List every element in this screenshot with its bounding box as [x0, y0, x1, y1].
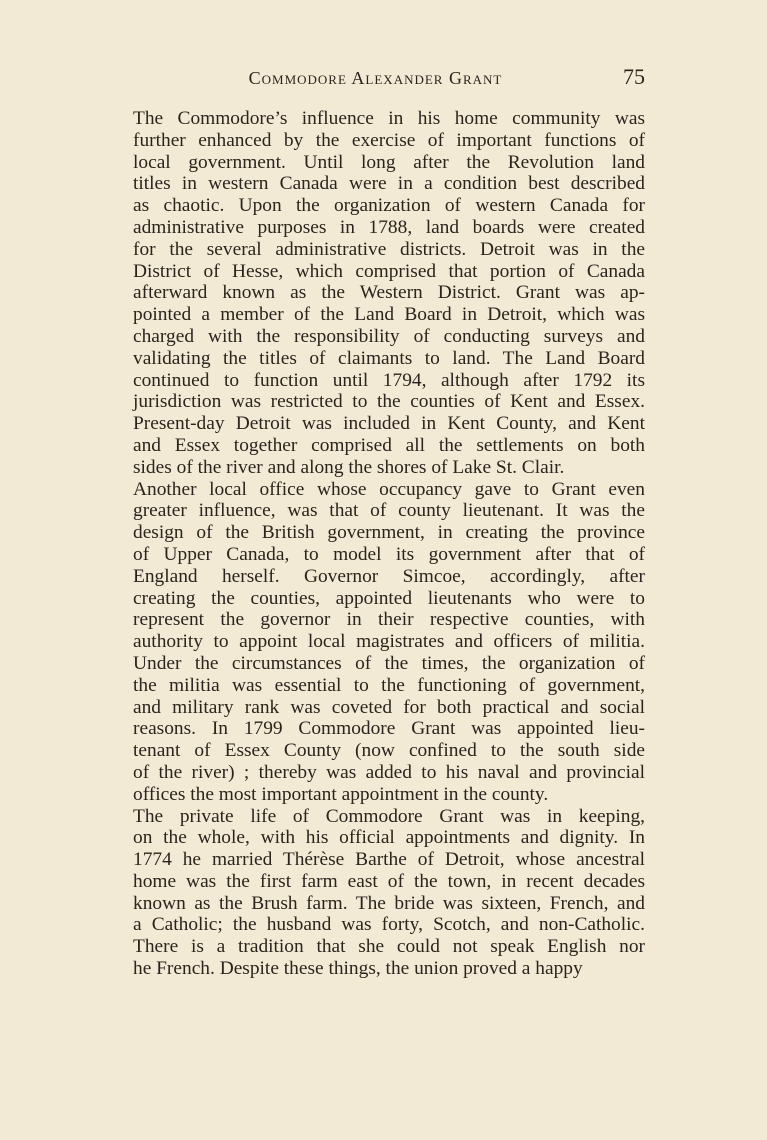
- paragraph: [100, 479, 645, 806]
- text-line: offices the most important appointment in the county.: [133, 783, 549, 805]
- text-line: The Commodore’s influence in his home community was: [133, 108, 645, 129]
- text-line: and military rank was coveted for both practical and social: [133, 696, 645, 718]
- text-line: a Catholic; the husband was forty, Scotch, and non-Catholic.: [133, 914, 645, 936]
- text-line: There is a tradition that she could not speak English nor: [133, 936, 645, 958]
- running-header: [100, 64, 645, 90]
- text-line: pointed a member of the Land Board in Detroit, which was: [133, 304, 645, 326]
- text-line: afterward known as the Western District. Grant was ap-: [133, 282, 645, 304]
- text-line: authority to appoint local magistrates and officers of militia.: [133, 631, 645, 653]
- text-line: known as the Brush farm. The bride was sixteen, French, and: [133, 892, 645, 914]
- text-line: District of Hesse, which comprised that portion of Canada: [133, 260, 645, 282]
- text-line: England herself. Governor Simcoe, accordingly, after: [133, 565, 645, 587]
- text-line: Another local office whose occupancy gave to Grant even: [133, 478, 645, 500]
- text-line: continued to function until 1794, although after 1792 its: [133, 369, 645, 391]
- text-line: tenant of Essex County (now confined to the south side: [133, 740, 645, 762]
- text-line: administrative purposes in 1788, land boards were created: [133, 216, 645, 238]
- text-line: The private life of Commodore Grant was in keeping,: [133, 805, 645, 827]
- text-line: 1774 he married Thérèse Barthe of Detroit, whose ancestral: [133, 849, 645, 871]
- text-line: and Essex together comprised all the settlements on both: [133, 434, 645, 456]
- text-line: of Upper Canada, to model its government after that of: [133, 543, 645, 565]
- body-text: [100, 108, 645, 980]
- text-line: titles in western Canada were in a condition best described: [133, 173, 645, 195]
- text-line: jurisdiction was restricted to the counties of Kent and Essex.: [133, 391, 645, 413]
- text-line: for the several administrative districts. Detroit was in the: [133, 238, 645, 260]
- text-line: Under the circumstances of the times, the organization of: [133, 652, 645, 674]
- text-line: of the river) ; thereby was added to his naval and provincial: [133, 761, 645, 783]
- text-line: represent the governor in their respective counties, with: [133, 609, 645, 631]
- text-line: as chaotic. Upon the organization of western Canada for: [133, 195, 645, 217]
- text-line: greater influence, was that of county lieutenant. It was the: [133, 500, 645, 522]
- text-line: validating the titles of claimants to land. The Land Board: [133, 347, 645, 369]
- text-line: the militia was essential to the functioning of government,: [133, 674, 645, 696]
- text-line: on the whole, with his official appointments and dignity. In: [133, 827, 645, 849]
- text-line: charged with the responsibility of conducting surveys and: [133, 325, 645, 347]
- text-line: home was the first farm east of the town, in recent decades: [133, 870, 645, 892]
- text-line: Present-day Detroit was included in Kent County, and Kent: [133, 413, 645, 435]
- paragraph: [100, 108, 645, 479]
- text-line: reasons. In 1799 Commodore Grant was appointed lieu-: [133, 718, 645, 740]
- text-line: creating the counties, appointed lieutenants who were to: [133, 587, 645, 609]
- text-line: further enhanced by the exercise of important functions of: [133, 129, 645, 151]
- text-line: sides of the river and along the shores of Lake St. Clair.: [133, 456, 565, 478]
- running-title: Commodore Alexander Grant: [248, 68, 503, 88]
- paragraph: [100, 806, 645, 980]
- page-number: 75: [623, 64, 645, 89]
- text-line: local government. Until long after the Revolution land: [133, 151, 645, 173]
- text-line: design of the British government, in creating the province: [133, 522, 645, 544]
- text-line: he French. Despite these things, the union proved a happy: [133, 958, 583, 980]
